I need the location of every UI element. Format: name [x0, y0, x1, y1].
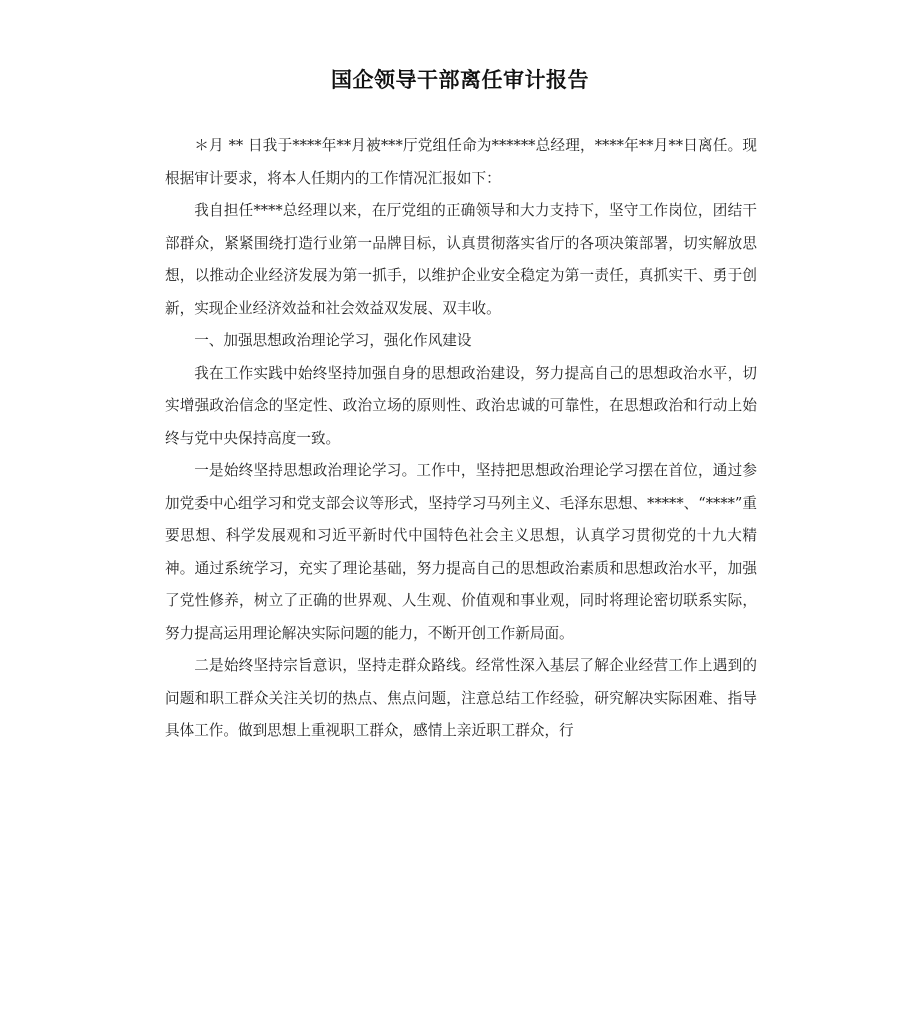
paragraph-summary: 我自担任****总经理以来，在厅党组的正确领导和大力支持下，坚守工作岗位，团结干部群众，紧紧围绕打造行业第一品牌目标，认真贯彻落实省厅的各项决策部署，切实解放思想，以推动企业经济发展为第一抓手，以维护企业安全稳定为第一责任，真抓实干、勇于创新，实现企业经济效益和社会效益双发展、双丰收。 — [165, 202, 757, 317]
paragraph-point-2: 二是始终坚持宗旨意识，坚持走群众路线。经常性深入基层了解企业经营工作上遇到的问题和职工群众关注关切的热点、焦点问题，注意总结工作经验，研究解决实际困难、指导具体工作。做到思想上重视职工群众，感情上亲近职工群众，行 — [165, 657, 757, 739]
paragraph-section-1-intro: 我在工作实践中始终坚持加强自身的思想政治建设，努力提高自己的思想政治水平，切实增强政治信念的坚定性、政治立场的原则性、政治忠诚的可靠性，在思想政治和行动上始终与党中央保持高度一致。 — [165, 364, 757, 447]
document-body — [165, 130, 757, 748]
document-title: 国企领导干部离任审计报告 — [331, 68, 589, 92]
section-heading-1: 一、加强思想政治理论学习，强化作风建设 — [194, 332, 472, 349]
paragraph-point-1: 一是始终坚持思想政治理论学习。工作中，坚持把思想政治理论学习摆在首位，通过参加党委中心组学习和党支部会议等形式，坚持学习马列主义、毛泽东思想、*****、“****”重要思想、科学发展观和习近平新时代中国特色社会主义思想，认真学习贯彻党的十九大精神。通过系统学习，充实了理论基础，努力提高自己的思想政治素质和思想政治水平，加强了党性修养，树立了正确的世界观、人生观、价值观和事业观，同时将理论密切联系实际，努力提高运用理论解决实际问题的能力，不断开创工作新局面。 — [165, 462, 757, 642]
paragraph-intro: ＊月 ** 日我于****年**月被***厅党组任命为******总经理，****年**月**日离任。现根据审计要求，将本人任期内的工作情况汇报如下： — [165, 137, 757, 187]
